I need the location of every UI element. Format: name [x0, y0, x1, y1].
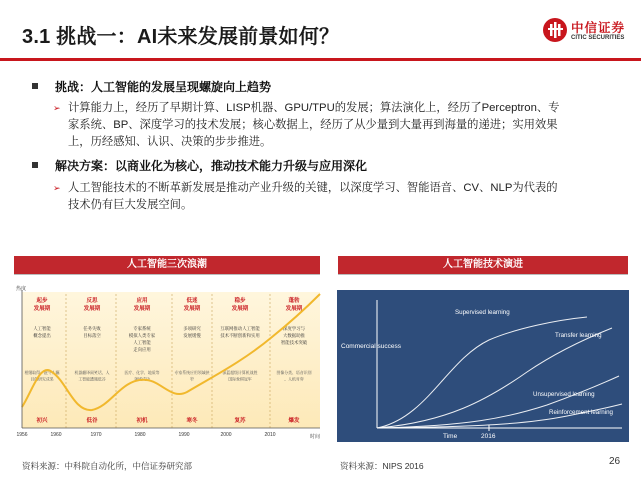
period-name: 稳步 [234, 298, 246, 304]
period-event: 专家系统应用领域狭 [174, 370, 210, 375]
period-description: 互联网推动人工智能 [220, 326, 260, 331]
series-label: Supervised learning [455, 309, 510, 316]
sub-line: 人工智能技术的不断革新发展是推动产业升级的关键，以深度学习、智能语音、CV、NLP为代表的 [68, 182, 558, 194]
year-tick-label: 2010 [264, 432, 276, 438]
logo-chinese: 中信证券 [571, 21, 626, 35]
period-event: 医疗、化学、地质等 [124, 370, 160, 375]
x-axis-label: 时间 [310, 434, 321, 440]
year-tick-label: 1970 [90, 432, 102, 438]
citic-logo [542, 14, 634, 48]
period-description: 任务失败 [83, 326, 101, 331]
phase-label: 寒冬 [186, 418, 198, 424]
period-description: 目标落空 [83, 333, 101, 338]
phase-label: 复苏 [234, 418, 246, 424]
bullet-square-icon [32, 83, 38, 89]
sub-line: 上，历经感知、认识、决策的步步推进。 [68, 136, 272, 148]
period-event: 国际象棋冠军 [228, 376, 252, 382]
period-event: 机器翻译闹笑话，人 [74, 370, 110, 375]
period-event: 目的研究成果 [30, 376, 54, 382]
bullet-square-icon [32, 162, 38, 168]
phase-label: 低谷 [86, 418, 98, 424]
year-tick-label: 1956 [16, 432, 28, 438]
period-description: 技术不断创新和实用 [220, 333, 260, 338]
right-panel-title: 人工智能技术演进 [338, 256, 628, 274]
period-description: 概念提出 [33, 333, 51, 338]
period-name: 发展期 [231, 306, 249, 312]
period-name: 发展期 [33, 306, 51, 312]
period-name: 发展期 [83, 306, 101, 312]
logo-english: CITIC SECURITIES [571, 35, 625, 41]
phase-label: 爆发 [288, 418, 300, 424]
period-event: 领域成功 [134, 376, 150, 382]
series-label: Unsupervised learning [533, 391, 595, 398]
sub-line: 计算能力上，经历了早期计算、LISP机器、GPU/TPU的发展；算法演化上，经历了Perceptron、专 [68, 102, 560, 114]
ai-waves-illustration [12, 282, 324, 442]
series-label: Transfer learning [555, 332, 602, 339]
arrow-bullet-icon: ➢ [53, 103, 61, 113]
period-event: 相继取得一批令人瞩 [24, 370, 60, 375]
sub-line: 家系统、BP、深度学习的技术发展；核心数据上，经历了从少量到大量再到海量的递进；实用效果 [68, 119, 558, 131]
period-description: 走向应用 [133, 347, 151, 352]
ai-tech-evolution-chart [337, 290, 629, 442]
x-axis-label: Time [443, 433, 458, 440]
left-panel-title: 人工智能三次浪潮 [14, 256, 320, 274]
left-source: 资料来源：中科院自动化所，中信证券研究部 [22, 461, 193, 471]
year-tick-label: 1960 [50, 432, 62, 438]
x-marker-label: 2016 [481, 433, 496, 440]
period-name: 发展期 [133, 306, 151, 312]
year-tick-label: 1990 [178, 432, 190, 438]
period-name: 低迷 [186, 298, 198, 304]
right-source: 资料来源：NIPS 2016 [340, 461, 424, 471]
period-description: 模拟人类专家 [128, 333, 156, 338]
header-divider [0, 58, 641, 61]
period-name: 反思 [86, 298, 98, 304]
period-description: 专家系统 [133, 326, 151, 331]
period-name: 应用 [136, 298, 148, 304]
period-name: 起步 [36, 298, 48, 304]
bullet-heading-solution: 解决方案：以商业化为核心，推动技术能力升级与应用深化 [55, 159, 368, 173]
citic-logo-icon [542, 17, 568, 43]
y-axis-label: 热度 [16, 286, 27, 292]
period-description: 人工智能 [133, 340, 151, 345]
period-description: 发展缓慢 [183, 333, 201, 338]
page-title: 3.1 挑战一：AI未来发展前景如何？ [22, 26, 340, 48]
period-description: 深度学习与 [283, 326, 305, 331]
period-description: 多项研究 [183, 326, 201, 331]
left-panel-divider [14, 274, 320, 275]
phase-label: 初兴 [36, 418, 48, 424]
page-number: 26 [609, 456, 621, 467]
period-event: 窄 [190, 376, 194, 382]
period-name: 蓬勃 [288, 298, 300, 304]
phase-label: 初机 [136, 418, 148, 424]
period-description: 大数据助推 [283, 333, 305, 338]
period-name: 发展期 [285, 306, 303, 312]
series-label: Reinforcement learning [549, 409, 613, 416]
period-event: 深蓝超级计算机战胜 [222, 370, 258, 375]
sub-line: 技术仍有巨大发展空间。 [68, 199, 193, 211]
arrow-bullet-icon: ➢ [53, 183, 61, 193]
period-event: 、人机对弈 [284, 376, 304, 382]
period-name: 发展期 [183, 306, 201, 312]
period-description: 人工智能 [33, 326, 51, 331]
year-tick-label: 2000 [220, 432, 232, 438]
bullet-heading-challenge: 挑战：人工智能的发展呈现螺旋向上趋势 [55, 80, 272, 94]
year-tick-label: 1980 [134, 432, 146, 438]
y-axis-label: Commercial success [341, 343, 401, 350]
period-description: 智能技术突破 [280, 340, 308, 345]
right-panel-divider [338, 274, 628, 275]
period-event: 工智能遭遇低谷 [78, 376, 106, 382]
period-event: 图像分类、语音识别 [276, 370, 312, 375]
